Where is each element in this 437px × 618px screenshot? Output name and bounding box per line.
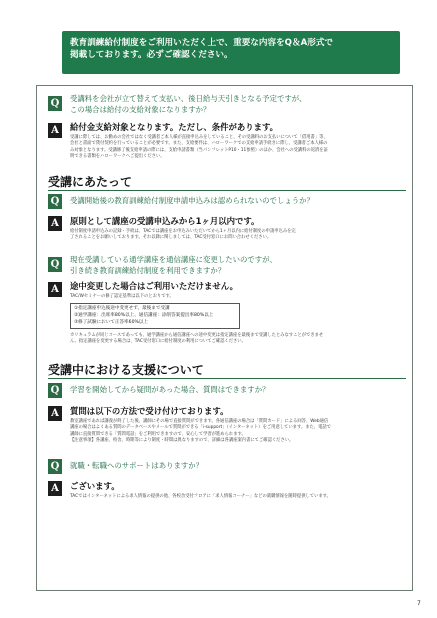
qa-item-4	[48, 383, 408, 453]
question-text: 受講開始後の教育訓練給付制度申請申込みは認められないのでしょうか？	[70, 196, 314, 205]
criteria-item: ②通学講座：出席率80%以上、通信講座：添削答案提出率80%以上	[74, 313, 214, 319]
question-text: 受講料を会社が立て替えて支払い、後日給与天引きとなる予定ですが、 この場合は給付の支給対象になりますか？	[70, 94, 307, 115]
question-badge: Q	[48, 96, 62, 111]
qa-item-5	[48, 459, 408, 509]
answer-title: 給付金支給対象となります。ただし、条件があります。	[70, 122, 279, 132]
question-text: 就職・転職へのサポートはありますか？	[70, 461, 204, 470]
section-divider	[48, 190, 406, 191]
answer-body: 教室講座であれば講義が終了した後、講師にその場で直接質問ができます。各通信講座の場合は「質問カード」による回答、Web通信 講座の場合はよくある質問のデータベースやメールで質問ができる「i-support」（インターネット）をご用意しています。また、電話で 講師に直接質問できる「質問電話」をご利用できますので、安心して学習が進められます。 【注意事項】各講座、校舎、時期等により制度・時間は異なりますので、詳細は各講座案内書にてご確認ください。	[70, 419, 331, 444]
answer-title: ございます。	[70, 481, 120, 491]
answer-title: 原則として講座の受講申込みから1ヶ月以内です。	[70, 216, 260, 226]
page-number: 7	[417, 600, 421, 607]
section-divider	[48, 378, 406, 379]
answer-title: 途中変更した場合はご利用いただけません。	[70, 281, 239, 291]
qa-item-3	[48, 253, 408, 351]
answer-note: カリキュラムが同じコースであっても、通学講座から通信講座への途中変更は指定講座を最後まで受講したとみなすことができませ ん。指定講座を変更する場合は、TAC受付窓口に給付制度の利用についてご確認ください。	[70, 333, 324, 345]
intro-banner	[62, 31, 400, 74]
answer-body: 給付制度申請申込みの記録・手続は、TACでは講座をお申込みいただいてから1ヶ月以内に給付制度の申請申込みを完 了されることをお願いしております。それ以降に関しましては、TAC受付窓口にお問い合わせください。	[70, 229, 296, 241]
answer-badge: A	[48, 481, 62, 496]
question-badge: Q	[48, 383, 62, 398]
banner-line-1: 教育訓練給付制度をご利用いただく上で、重要な内容をQ＆A形式で	[70, 38, 334, 48]
answer-badge: A	[48, 406, 62, 421]
answer-badge: A	[48, 216, 62, 231]
criteria-item: ①指定講座申込後途中変更せず、最後まで受講	[74, 306, 170, 311]
completion-criteria-box	[70, 303, 240, 329]
question-badge: Q	[48, 257, 62, 272]
criteria-item: ③修了試験において正答率60%以上	[74, 320, 149, 326]
answer-badge: A	[48, 282, 62, 297]
answer-body: TAC/Wセミナーの修了認定基準は以下のとおりです。	[70, 294, 174, 299]
question-text: 現在受講している通学講座を通信講座に変更したいのですが、 引き続き教育訓練給付制度を利用できますか？	[70, 255, 277, 276]
question-text: 学習を開始してから疑問があった場合、質問はできますか？	[70, 385, 270, 394]
answer-body: 受講に際しては、お勤めの会社ではなく受講者ご本人様が直接申込みをしていること、その受講料のお支払いについて「借用書」等、 会社と書面で貸付契約を行っていることが必要です。また、支給要件は、ハローワークでの支給申請手続きに際し、受講者ご本人様の み対象となります。受講修了後支給申請の際には、支給申請書類（当パンフレットP10・11参照）のほか、会社への受講料の返済を証 明できる書類をハローワークへご提出ください。	[70, 135, 328, 160]
answer-badge: A	[48, 123, 62, 138]
qa-item-2	[48, 194, 408, 249]
answer-title: 質問は以下の方法で受け付けております。	[70, 406, 229, 416]
section-title-enrollment: 受講にあたって	[48, 175, 133, 189]
question-badge: Q	[48, 194, 62, 209]
section-title-support: 受講中における支援について	[48, 363, 204, 377]
answer-body: TACではインターネットによる求人情報の提供の他、各校舎受付フロアに「求人情報コーナー」などの就職情報を随時提供しています。	[70, 494, 331, 499]
banner-line-2: 掲載しております。必ずご確認ください。	[70, 50, 233, 61]
qa-item-1	[48, 92, 408, 167]
question-badge: Q	[48, 459, 62, 474]
